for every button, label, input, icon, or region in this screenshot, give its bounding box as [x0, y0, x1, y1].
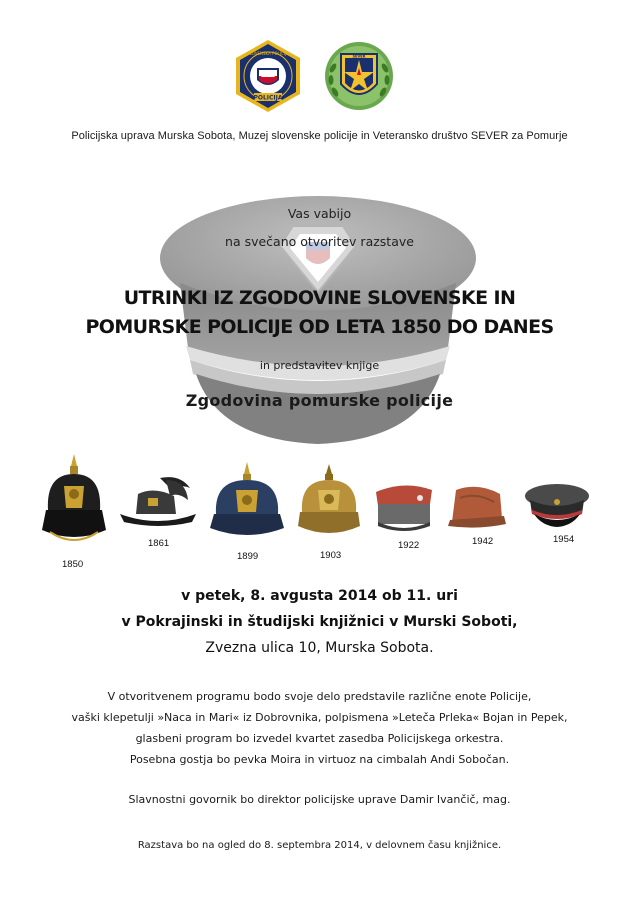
helmet-year-1942: 1942: [472, 536, 494, 547]
helmet-1899-image: [210, 460, 284, 544]
footer-note: Razstava bo na ogled do 8. septembra 2014, v delovnem času knjižnice.: [137, 840, 502, 851]
event-venue: v Pokrajinski in študijski knjižnici v Murski Soboti,: [121, 614, 518, 630]
cap-1942-image: [448, 480, 506, 530]
speaker-line: Slavnostni govornik bo direktor policijske uprave Damir Ivančič, mag.: [128, 793, 511, 806]
helmet-1903-image: [298, 462, 360, 544]
program-line: V otvoritvenem programu bodo svoje delo predstavile različne enote Policije,: [107, 690, 532, 703]
event-address: Zvezna ulica 10, Murska Sobota.: [205, 640, 434, 656]
police-logo-ring-text: SLOVENSKA POLICIJA: [247, 51, 289, 56]
invite-line-vabijo: Vas vabijo: [287, 206, 352, 221]
police-logo: [230, 38, 306, 114]
program-line: vaški klepetulji »Naca in Mari« iz Dobrovnika, polpismena »Leteča Prleka« Bojan in Pepek,: [71, 711, 568, 724]
program-line: Posebna gostja bo pevka Moira in virtuoz na cimbalah Andi Sobočan.: [129, 753, 510, 766]
exhibition-title-line-1: UTRINKI IZ ZGODOVINE SLOVENSKE IN: [123, 287, 516, 309]
invite-line-predstavitev: in predstavitev knjige: [259, 359, 380, 372]
helmet-year-1899: 1899: [237, 551, 259, 562]
book-title: Zgodovina pomurske policije: [185, 391, 454, 410]
organizers-line: Policijska uprava Murska Sobota, Muzej slovenske policije in Veteransko društvo SEVER za Pomurje: [71, 130, 568, 142]
event-date: v petek, 8. avgusta 2014 ob 11. uri: [181, 588, 458, 604]
cap-1954-image: [524, 480, 590, 528]
helmet-year-1954: 1954: [553, 534, 575, 545]
program-line: glasbeni program bo izvedel kvartet zasedba Policijskega orkestra.: [135, 732, 504, 745]
sever-logo: [321, 38, 397, 114]
helmet-year-1861: 1861: [148, 538, 170, 549]
cap-1922-image: [372, 478, 436, 534]
exhibition-title-line-2: POMURSKE POLICIJE OD LETA 1850 DO DANES: [85, 316, 554, 338]
helmet-year-1922: 1922: [398, 540, 420, 551]
helmet-1861-image: [120, 474, 196, 530]
invite-line-otvoritev: na svečano otvoritev razstave: [225, 234, 414, 249]
helmet-1850-image: [42, 452, 106, 552]
helmet-year-1903: 1903: [320, 550, 342, 561]
police-logo-text: POLICIJA: [253, 94, 283, 102]
sever-logo-text: SEVER: [352, 54, 366, 59]
helmet-year-1850: 1850: [62, 559, 84, 570]
